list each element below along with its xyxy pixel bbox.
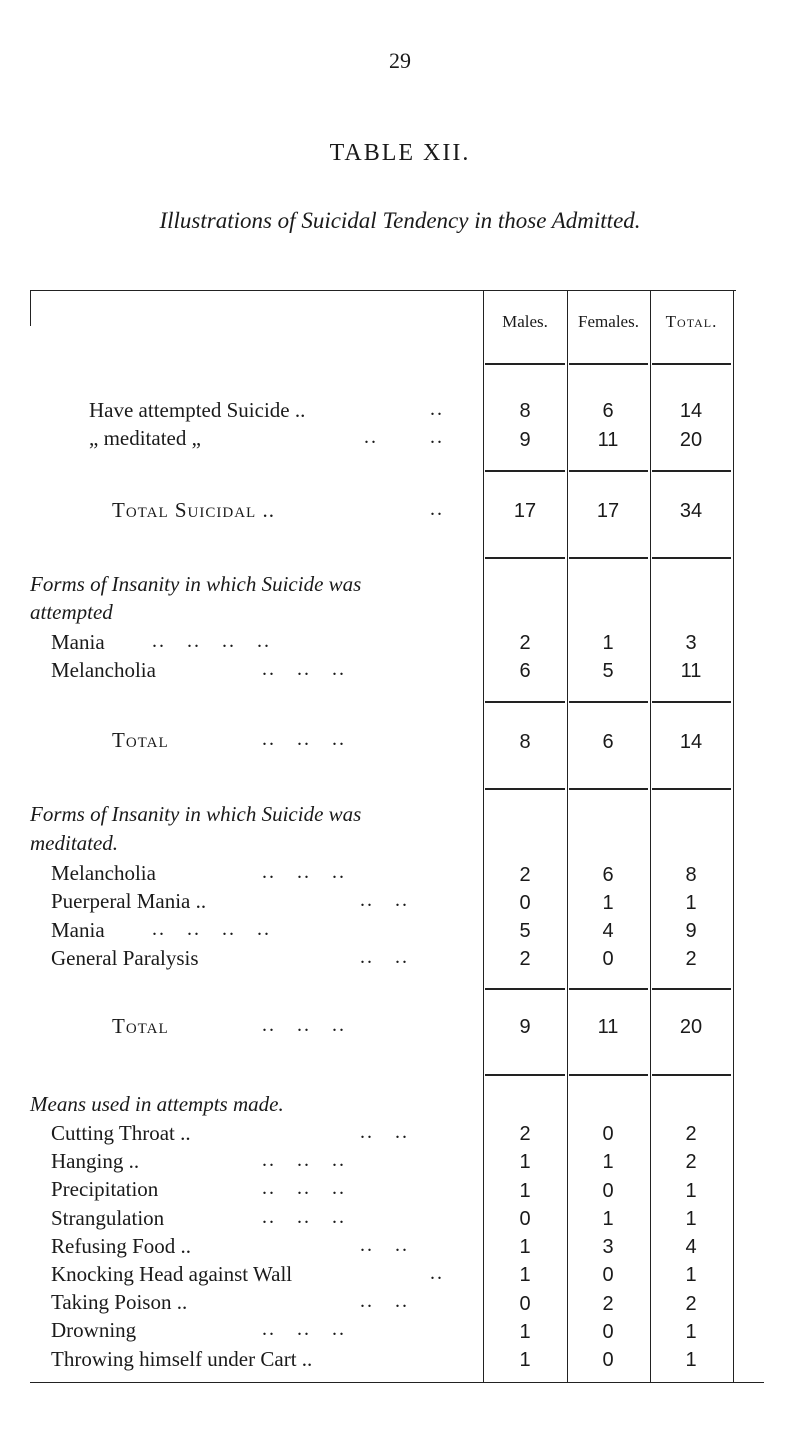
row-label: Puerperal Mania ..	[51, 889, 207, 914]
leader-dots: ..	[364, 426, 378, 449]
total-value: 34	[679, 500, 703, 523]
total-value: 1	[685, 1179, 697, 1202]
females-value: 1	[602, 1151, 614, 1174]
males-value: 8	[519, 400, 531, 423]
section-heading: Forms of Insanity in which Suicide was	[30, 802, 362, 827]
sum-rule	[652, 988, 731, 990]
header-rule	[652, 363, 731, 365]
total-value: 20	[679, 428, 703, 451]
total-value: 14	[679, 400, 703, 423]
females-value: 3	[602, 1236, 614, 1259]
table-bottom-rule	[30, 1382, 764, 1383]
header-rule	[485, 363, 565, 365]
males-value: 2	[519, 1123, 531, 1146]
leader-dots: .. .. ..	[262, 1318, 346, 1341]
leader-dots: .. ..	[360, 889, 409, 912]
males-value: 0	[519, 891, 531, 914]
section-heading: Means used in attempts made.	[30, 1091, 284, 1116]
males-value: 8	[519, 730, 531, 753]
males-value: 1	[519, 1151, 531, 1174]
table-subtitle: Illustrations of Suicidal Tendency in those Admitted.	[159, 208, 641, 233]
row-label: Melancholia	[51, 861, 156, 886]
males-value: 2	[519, 863, 531, 886]
leader-dots: .. .. .. ..	[152, 917, 271, 940]
females-value: 4	[602, 919, 614, 942]
column-divider	[483, 290, 484, 1383]
section-heading: Forms of Insanity in which Suicide was	[30, 572, 362, 597]
section-rule	[485, 788, 565, 790]
males-value: 1	[519, 1348, 531, 1371]
header-total: Total.	[665, 312, 718, 331]
leader-dots: .. ..	[360, 1290, 409, 1313]
total-value: 14	[679, 730, 703, 753]
total-value: 4	[685, 1236, 697, 1259]
column-divider	[30, 290, 31, 326]
total-value: 1	[685, 1348, 697, 1371]
header-rule	[569, 363, 648, 365]
leader-dots: .. .. ..	[262, 1013, 346, 1036]
leader-dots: ..	[430, 398, 444, 421]
females-value: 6	[602, 400, 614, 423]
column-divider	[733, 290, 734, 1383]
leader-dots: ..	[430, 498, 444, 521]
total-value: 1	[685, 1320, 697, 1343]
section-heading: meditated.	[30, 830, 119, 855]
row-label: Refusing Food ..	[51, 1233, 192, 1258]
row-label: „ meditated „	[89, 426, 201, 451]
females-value: 0	[602, 948, 614, 971]
leader-dots: .. .. ..	[262, 1205, 346, 1228]
males-value: 17	[513, 500, 537, 523]
row-label: Strangulation	[51, 1205, 165, 1230]
males-value: 1	[519, 1320, 531, 1343]
females-value: 6	[602, 863, 614, 886]
row-label: Total Suicidal ..	[112, 498, 275, 523]
total-value: 20	[679, 1016, 703, 1039]
leader-dots: .. .. ..	[262, 1177, 346, 1200]
males-value: 9	[519, 428, 531, 451]
sum-rule	[485, 701, 565, 703]
row-label: Have attempted Suicide ..	[89, 398, 306, 423]
females-value: 0	[602, 1348, 614, 1371]
females-value: 1	[602, 891, 614, 914]
leader-dots: ..	[430, 1261, 444, 1284]
section-rule	[652, 1074, 731, 1076]
row-label: Melancholia	[51, 657, 156, 682]
section-rule	[569, 788, 648, 790]
header-males: Males.	[502, 312, 548, 331]
males-value: 0	[519, 1207, 531, 1230]
sum-rule	[652, 470, 731, 472]
table-top-rule	[30, 290, 736, 291]
leader-dots: .. .. ..	[262, 1149, 346, 1172]
total-value: 1	[685, 891, 697, 914]
header-females: Females.	[578, 312, 639, 331]
row-label: Hanging ..	[51, 1149, 140, 1174]
males-value: 5	[519, 919, 531, 942]
row-label: Drowning	[51, 1318, 137, 1343]
females-value: 2	[602, 1292, 614, 1315]
total-value: 2	[685, 1123, 697, 1146]
leader-dots: .. .. ..	[262, 861, 346, 884]
females-value: 0	[602, 1264, 614, 1287]
males-value: 0	[519, 1292, 531, 1315]
section-rule	[652, 788, 731, 790]
total-value: 11	[680, 660, 702, 683]
suicidal-tendency-table	[30, 290, 790, 1385]
section-heading: attempted	[30, 600, 113, 625]
section-rule	[485, 1074, 565, 1076]
total-value: 9	[685, 919, 697, 942]
sum-rule	[652, 701, 731, 703]
females-value: 11	[597, 428, 619, 451]
section-rule	[569, 1074, 648, 1076]
row-label: General Paralysis	[51, 945, 199, 970]
total-value: 8	[685, 863, 697, 886]
females-value: 5	[602, 660, 614, 683]
sum-rule	[569, 701, 648, 703]
leader-dots: ..	[430, 426, 444, 449]
page-number: 29	[389, 48, 411, 73]
row-label: Mania	[51, 629, 105, 654]
section-rule	[652, 557, 731, 559]
sum-rule	[485, 988, 565, 990]
row-label: Cutting Throat ..	[51, 1120, 191, 1145]
females-value: 1	[602, 1207, 614, 1230]
sum-rule	[485, 470, 565, 472]
females-value: 0	[602, 1320, 614, 1343]
males-value: 1	[519, 1264, 531, 1287]
row-label: Total	[112, 728, 169, 753]
total-value: 1	[685, 1207, 697, 1230]
total-value: 3	[685, 632, 697, 654]
males-value: 1	[519, 1236, 531, 1259]
row-label: Mania	[51, 917, 105, 942]
males-value: 6	[519, 660, 531, 683]
total-value: 2	[685, 1292, 697, 1315]
section-rule	[569, 557, 648, 559]
males-value: 2	[519, 948, 531, 971]
table-title: TABLE XII.	[329, 140, 471, 166]
males-value: 9	[519, 1016, 531, 1039]
row-label: Knocking Head against Wall	[51, 1261, 293, 1286]
row-label: Taking Poison ..	[51, 1290, 188, 1315]
leader-dots: .. .. .. ..	[152, 629, 271, 652]
leader-dots: .. ..	[360, 1120, 409, 1143]
row-label: Throwing himself under Cart ..	[51, 1346, 313, 1371]
females-value: 0	[602, 1179, 614, 1202]
leader-dots: .. ..	[360, 945, 409, 968]
leader-dots: .. ..	[360, 1233, 409, 1256]
row-label: Precipitation	[51, 1177, 159, 1202]
females-value: 1	[602, 632, 614, 654]
females-value: 0	[602, 1123, 614, 1146]
section-rule	[485, 557, 565, 559]
leader-dots: .. .. ..	[262, 728, 346, 751]
leader-dots: .. .. ..	[262, 657, 346, 680]
sum-rule	[569, 988, 648, 990]
row-label: Total	[112, 1013, 169, 1038]
females-value: 6	[602, 730, 614, 753]
total-value: 2	[685, 948, 697, 971]
females-value: 17	[596, 500, 620, 523]
males-value: 1	[519, 1179, 531, 1202]
total-value: 1	[685, 1264, 697, 1287]
males-value: 2	[519, 632, 531, 654]
sum-rule	[569, 470, 648, 472]
total-value: 2	[685, 1151, 697, 1174]
females-value: 11	[597, 1016, 619, 1039]
